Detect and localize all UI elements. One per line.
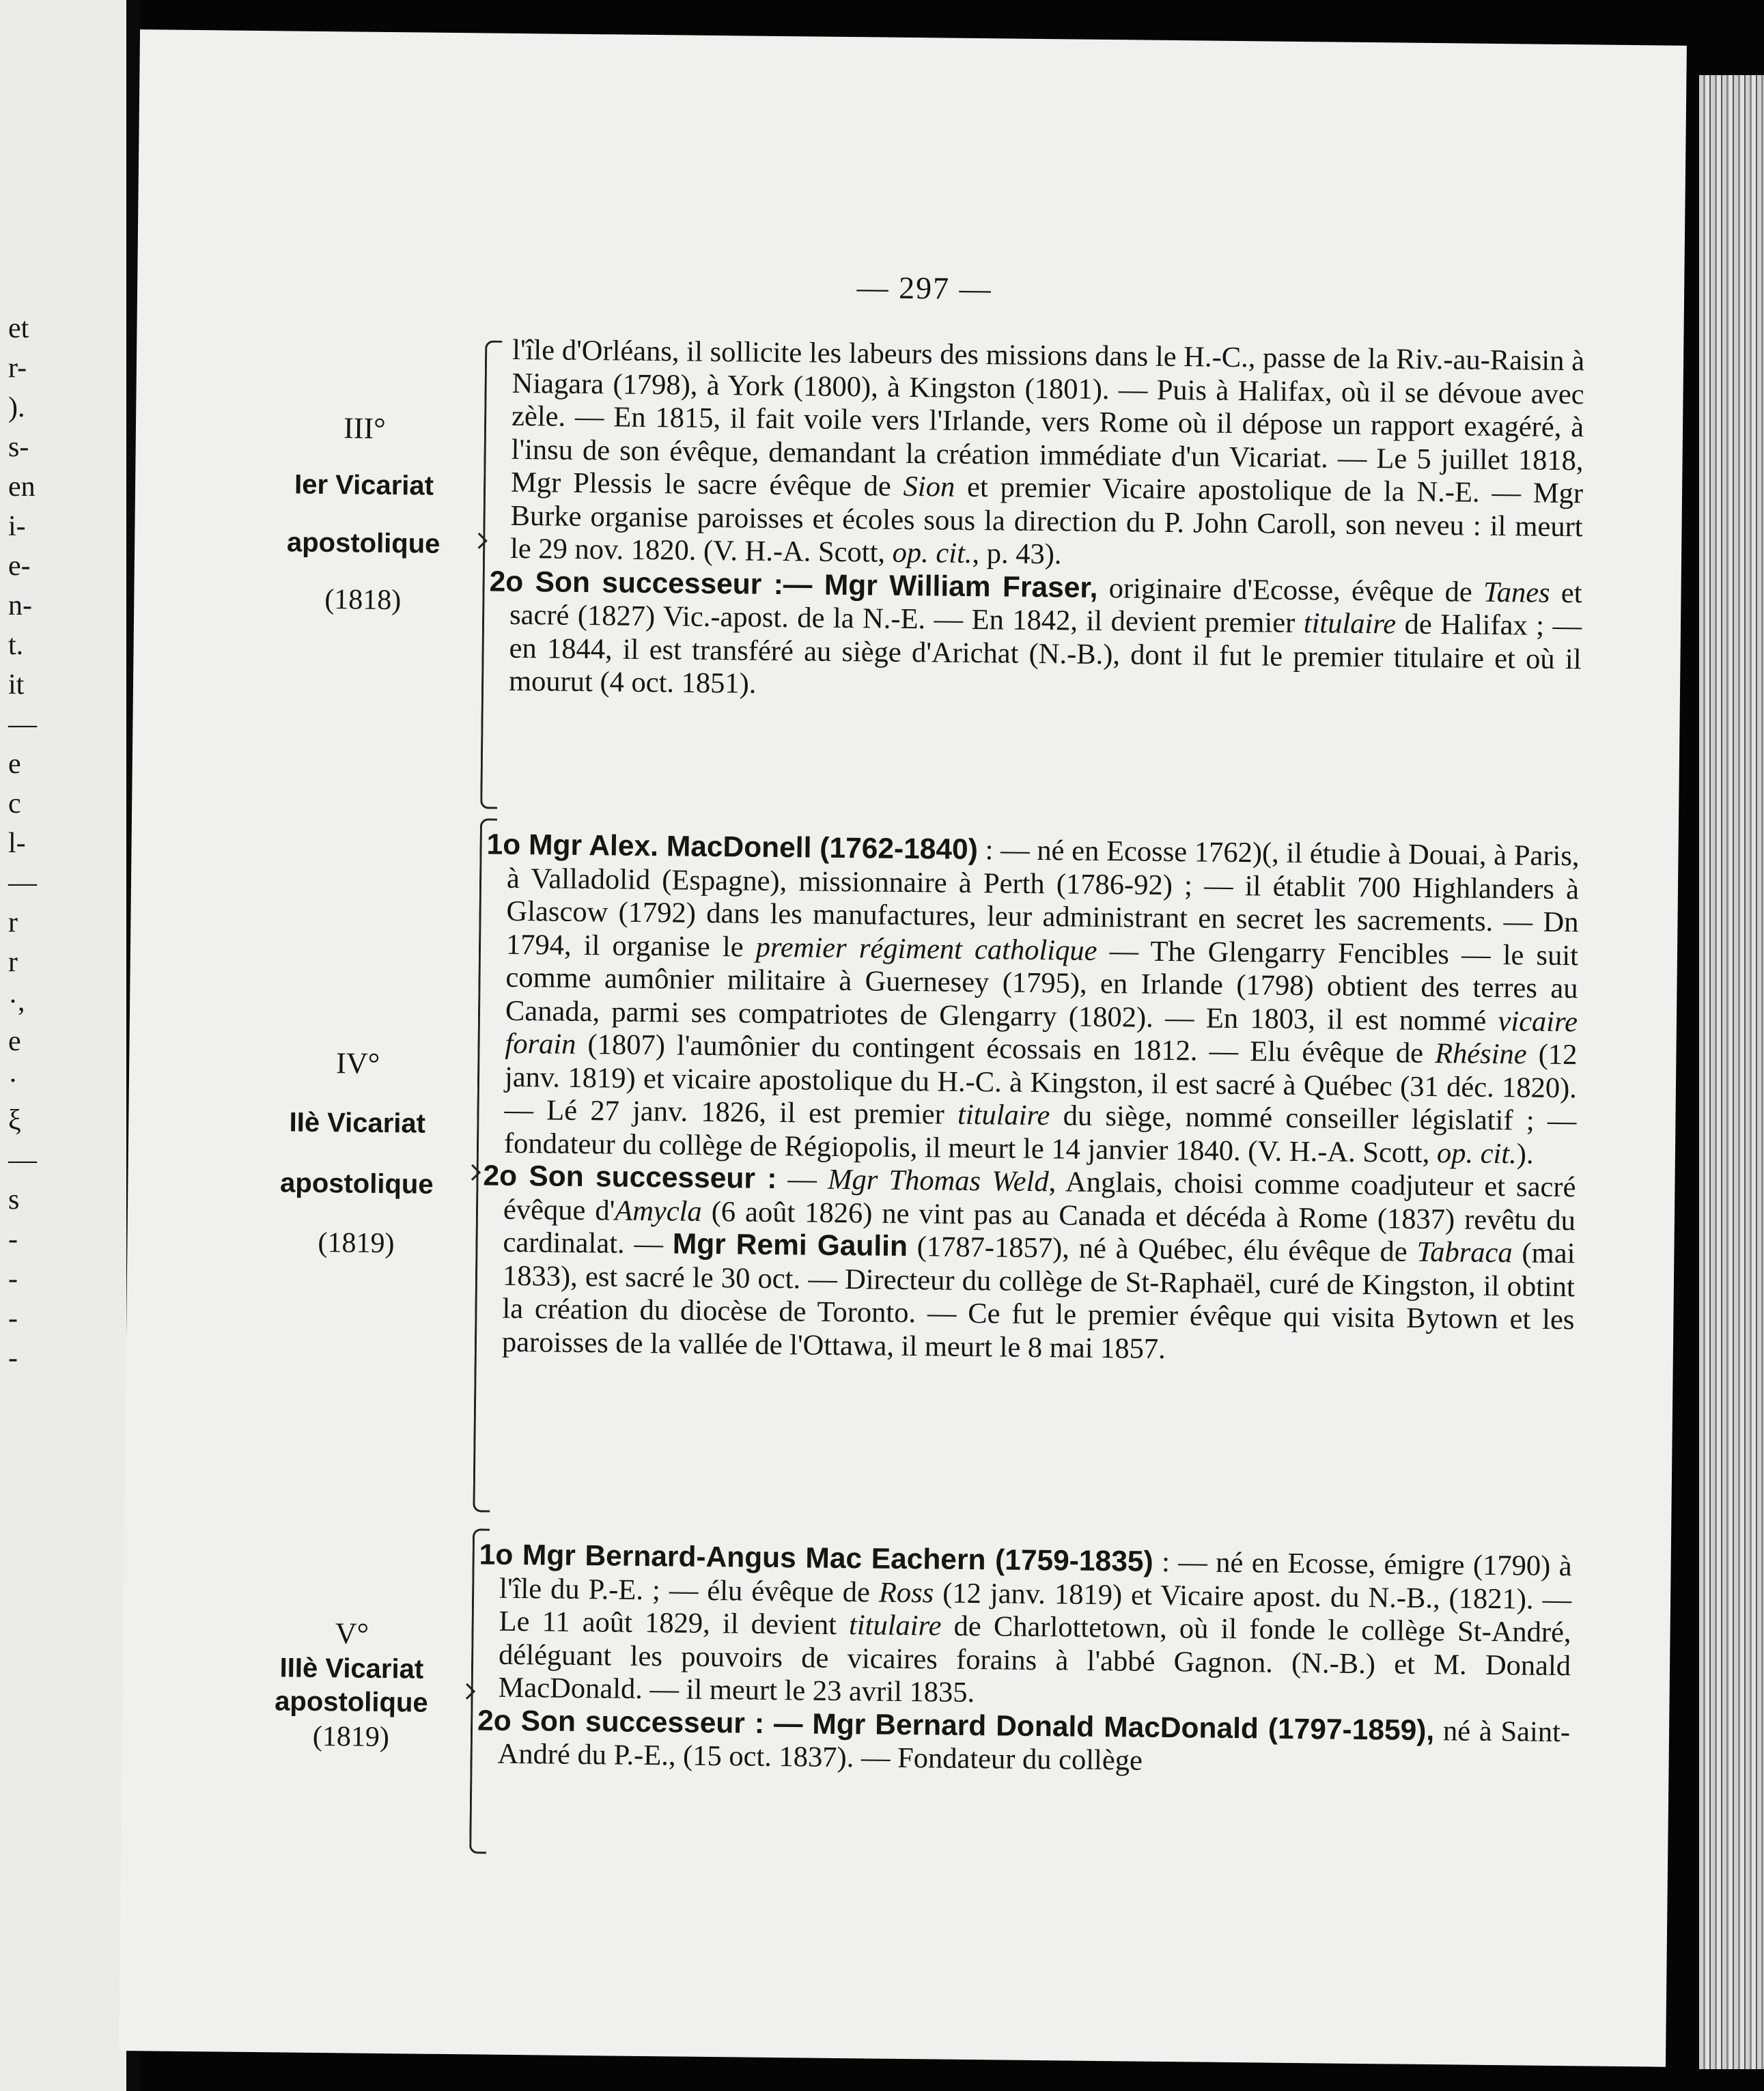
- section-roman: III°: [343, 411, 387, 445]
- facing-page-fragment: -: [8, 1343, 18, 1374]
- facing-page-fragment: s: [8, 1184, 20, 1216]
- facing-page-fragment: et: [8, 313, 29, 344]
- facing-page-fragment: l-: [8, 828, 26, 859]
- paragraph: 1o Mgr Bernard-Angus Mac Eachern (1759-1835) : — né en Ecosse, émigre (1790) à l'île du P.-E. ; — élu évêque de Ross (12 janv. 1819) et Vicaire apost. du N.-B., (1821). — Le 11 août 1829, il devient titulaire de Charlottetown, où il fonde le collège St-André, déléguant les pouvoirs de vicaires forains à l'abbé Gagnon. (N.-B.) et M. Donald MacDonald. — il meurt le 23 avril 1835.: [479, 1539, 1572, 1709]
- section-text-2: [483, 828, 1580, 1370]
- page-stack-edge: [1699, 75, 1764, 2069]
- section-roman: V°: [335, 1616, 369, 1651]
- facing-page-fragment: -: [8, 1303, 18, 1334]
- facing-page-fragment: ·,: [8, 986, 25, 1018]
- facing-page-edge: [0, 0, 126, 2091]
- facing-page-fragment: e-: [8, 550, 31, 582]
- facing-page-fragment: s-: [8, 432, 29, 463]
- facing-page-fragment: e: [8, 1026, 21, 1057]
- facing-page-fragment: c: [8, 788, 21, 819]
- section-year: (1819): [318, 1226, 395, 1260]
- facing-page-fragment: e: [8, 748, 21, 780]
- facing-page-fragment: ·: [8, 1065, 18, 1097]
- facing-page-fragment: —: [8, 709, 37, 740]
- facing-page-fragment: -: [8, 1263, 18, 1295]
- facing-page-fragment: r-: [8, 352, 27, 384]
- book-page: [119, 29, 1687, 2067]
- paragraph: 1o Mgr Alex. MacDonell (1762-1840) : — né en Ecosse 1762)(, il étudie à Douai, à Paris, à Valladolid (Espagne), missionnaire à Perth (1786-92) ; — il établit 700 Highlanders à Glascow (1792) dans les manufactures, leur administrant en secret les sacrements. — Dn 1794, il organise le premier régiment catholique — The Glengarry Fencibles — le suit comme aumônier militaire à Guernesey (1795), en Irlande (1798) obtient des terres au Canada, parmi ses compatriotes de Glengarry (1802). — En 1803, il est nommé vicaire forain (1807) l'aumônier du contingent écossais en 1812. — Elu évêque de Rhésine (12 janv. 1819) et vicaire apostolique du H.-C. à Kingston, il est sacré à Québec (31 déc. 1820). — Lé 27 janv. 1826, il est premier titulaire du siège, nommé conseiller législatif ; — fondateur du collège de Régiopolis, il meurt le 14 janvier 1840. (V. H.-A. Scott, op. cit.).: [486, 828, 1580, 1170]
- facing-page-fragment: it: [8, 669, 25, 701]
- facing-page-fragment: ξ: [8, 1105, 21, 1136]
- section-heading-3: [204, 1614, 499, 1754]
- facing-page-fragment: -: [8, 1224, 18, 1255]
- facing-page-fragment: —: [8, 1145, 37, 1176]
- page-number: — 297 —: [856, 270, 992, 307]
- facing-page-fragment: en: [8, 471, 36, 503]
- section-title-line2: apostolique: [286, 527, 440, 559]
- facing-page-fragment: i-: [8, 511, 26, 542]
- paragraph: 2o Son successeur :— Mgr William Fraser, originaire d'Ecosse, évêque de Tanes et sacré (1827) Vic.-apost. de la N.-E. — En 1842, il devient premier titulaire de Halifax ; — en 1844, il est transféré au siège d'Arichat (N.-B.), dont il fut le premier titulaire et où il mourut (4 oct. 1851).: [489, 565, 1582, 700]
- facing-page-fragment: r: [8, 907, 18, 938]
- facing-page-fragment: n-: [8, 590, 32, 621]
- section-roman: IV°: [335, 1046, 380, 1080]
- paragraph: 2o Son successeur : — Mgr Bernard Donald MacDonald (1797-1859), né à Saint-André du P.-E., (15 oct. 1837). — Fondateur du collège: [477, 1704, 1571, 1777]
- section-text-3: [477, 1539, 1572, 1782]
- section-year: (1819): [312, 1720, 390, 1754]
- facing-page-fragment: r: [8, 946, 18, 978]
- facing-page-fragment: ).: [8, 392, 25, 423]
- section-heading-1: [216, 409, 512, 617]
- section-title-line1: IIè Vicariat: [289, 1107, 426, 1139]
- paragraph: l'île d'Orléans, il sollicite les labeurs des missions dans le H.-C., passe de la Riv.-au-Raisin à Niagara (1798), à York (1800), à Kingston (1801). — Puis à Halifax, où il se dévoue avec zèle. — En 1815, il fait voile vers l'Irlande, vers Rome où il dépose un rapport exagéré, à l'insu de son évêque, demandant la création immédiate d'un Vicariat. — Le 5 juillet 1818, Mgr Plessis le sacre évêque de Sion et premier Vicaire apostolique de la N.-E. — Mgr Burke organise paroisses et écoles sous la direction du P. John Caroll, son neveu : il meurt le 29 nov. 1820. (V. H.-A. Scott, op. cit., p. 43).: [509, 333, 1585, 571]
- section-year: (1818): [324, 584, 402, 617]
- section-title-line2: apostolique: [274, 1686, 428, 1718]
- section-title-line1: IIIè Vicariat: [279, 1653, 424, 1685]
- facing-page-fragment: —: [8, 867, 37, 899]
- paragraph: 2o Son successeur : — Mgr Thomas Weld, Anglais, choisi comme coadjuteur et sacré évêque d'Amycla (6 août 1826) ne vint pas au Canada et décéda à Rome (1837) revêtu du cardinalat. — Mgr Remi Gaulin (1787-1857), né à Québec, élu évêque de Tabraca (mai 1833), est sacré le 30 oct. — Directeur du collège de St-Raphaël, curé de Kingston, il obtint la création du diocèse de Toronto. — Ce fut le premier évêque qui visita Bytown et les paroisses de la vallée de l'Ottawa, il meurt le 8 mai 1857.: [483, 1160, 1576, 1365]
- section-title-line1: Ier Vicariat: [294, 469, 434, 501]
- facing-page-fragment: t.: [8, 630, 24, 661]
- section-title-line2: apostolique: [279, 1168, 434, 1200]
- section-heading-2: [209, 1044, 505, 1261]
- section-text-1: [489, 333, 1585, 710]
